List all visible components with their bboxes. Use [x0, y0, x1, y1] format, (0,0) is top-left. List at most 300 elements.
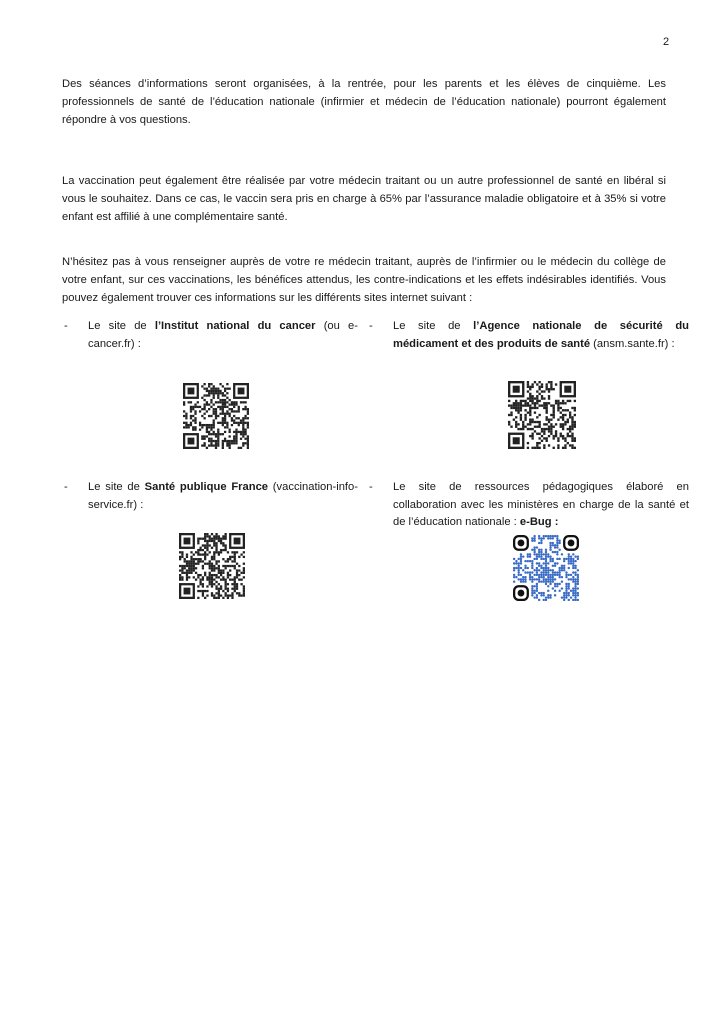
qr-module: [202, 579, 204, 581]
qr-module: [571, 407, 573, 409]
qr-module: [571, 423, 573, 425]
qr-module: [546, 437, 548, 439]
qr-module: [229, 431, 231, 433]
qr-module: [515, 421, 517, 423]
qr-module: [517, 402, 519, 404]
qr-module: [208, 433, 210, 435]
qr-module: [543, 594, 545, 596]
qr-module: [225, 567, 227, 569]
qr-module: [202, 576, 204, 578]
qr-module: [543, 397, 545, 399]
qr-module: [233, 442, 235, 444]
qr-module: [559, 549, 561, 551]
qr-module: [568, 562, 570, 564]
paragraph-info-sessions: Des séances d’informations seront organisées, à la rentrée, pour les parents et les élèves de cinquième. Les professionnels de santé de l’éducation nationale (infirmier et médecin de l’éducation nationale) pourront également répondre à vos questions.: [62, 78, 666, 126]
qr-module: [555, 430, 557, 432]
qr-module: [559, 590, 561, 592]
qr-module: [531, 383, 533, 385]
qr-code-ebug[interactable]: [513, 535, 579, 601]
qr-module: [536, 421, 538, 423]
qr-module: [204, 556, 206, 558]
qr-module: [565, 596, 567, 598]
qr-module: [545, 558, 547, 560]
qr-module: [204, 540, 206, 542]
qr-module: [527, 390, 529, 392]
qr-module: [181, 579, 183, 581]
qr-module: [186, 553, 188, 555]
qr-module: [183, 410, 185, 412]
qr-module: [209, 572, 211, 574]
qr-module: [538, 421, 540, 423]
qr-module: [548, 397, 550, 399]
qr-module: [240, 447, 242, 449]
qr-module: [553, 388, 555, 390]
qr-module: [206, 540, 208, 542]
qr-module: [520, 416, 522, 418]
qr-module: [199, 574, 201, 576]
qr-module: [203, 435, 205, 437]
qr-module: [517, 409, 519, 411]
qr-module: [531, 433, 533, 435]
qr-module: [550, 388, 552, 390]
qr-module: [513, 407, 515, 409]
site-prefix: Le site de: [393, 320, 474, 332]
qr-module: [213, 424, 215, 426]
qr-module: [243, 569, 245, 571]
qr-module: [560, 407, 562, 409]
qr-module: [547, 590, 549, 592]
qr-module: [515, 404, 517, 406]
qr-module: [543, 430, 545, 432]
qr-module: [529, 578, 531, 580]
qr-module: [229, 388, 231, 390]
qr-module: [210, 390, 212, 392]
qr-module: [546, 419, 548, 421]
qr-module: [545, 571, 547, 573]
qr-module: [203, 394, 205, 396]
qr-module: [210, 401, 212, 403]
qr-code-sante-publique-france[interactable]: [179, 533, 245, 599]
qr-module: [518, 574, 520, 576]
qr-module: [226, 410, 228, 412]
qr-module: [574, 571, 576, 573]
qr-module: [574, 574, 576, 576]
qr-module: [210, 444, 212, 446]
qr-module: [568, 583, 570, 585]
qr-module: [574, 594, 576, 596]
qr-module: [533, 596, 535, 598]
qr-module: [202, 553, 204, 555]
qr-finder-inner: [188, 388, 195, 395]
qr-module: [215, 417, 217, 419]
qr-module: [217, 401, 219, 403]
qr-module: [210, 440, 212, 442]
qr-module: [185, 424, 187, 426]
qr-module: [194, 410, 196, 412]
qr-module: [555, 383, 557, 385]
qr-module: [531, 590, 533, 592]
qr-module: [559, 574, 561, 576]
qr-module: [520, 404, 522, 406]
qr-module: [213, 403, 215, 405]
qr-module: [190, 424, 192, 426]
qr-module: [179, 551, 181, 553]
qr-module: [243, 572, 245, 574]
qr-module: [194, 426, 196, 428]
qr-module: [213, 431, 215, 433]
qr-module: [515, 576, 517, 578]
qr-module: [546, 404, 548, 406]
qr-module: [242, 426, 244, 428]
qr-module: [204, 558, 206, 560]
qr-module: [203, 403, 205, 405]
qr-module: [215, 433, 217, 435]
qr-module: [513, 574, 515, 576]
qr-module: [538, 404, 540, 406]
qr-module: [567, 400, 569, 402]
qr-module: [235, 410, 237, 412]
qr-module: [565, 574, 567, 576]
qr-module: [522, 569, 524, 571]
qr-module: [549, 583, 551, 585]
qr-module: [543, 569, 545, 571]
qr-module: [527, 560, 529, 562]
qr-module: [543, 407, 545, 409]
qr-module: [233, 438, 235, 440]
qr-module: [540, 567, 542, 569]
qr-module: [227, 588, 229, 590]
qr-module: [543, 578, 545, 580]
qr-module: [206, 429, 208, 431]
qr-module: [240, 583, 242, 585]
qr-module: [224, 422, 226, 424]
qr-module: [550, 426, 552, 428]
qr-module: [543, 447, 545, 449]
qr-module: [181, 567, 183, 569]
qr-module: [563, 599, 565, 601]
qr-module: [222, 399, 224, 401]
qr-module: [561, 565, 563, 567]
qr-module: [179, 565, 181, 567]
qr-code-inca[interactable]: [183, 383, 249, 449]
qr-module: [515, 407, 517, 409]
qr-module: [227, 590, 229, 592]
qr-module: [572, 576, 574, 578]
bullet-dash: -: [369, 320, 373, 332]
qr-module: [199, 558, 201, 560]
qr-module: [226, 406, 228, 408]
qr-module: [531, 537, 533, 539]
qr-module: [192, 426, 194, 428]
qr-module: [529, 423, 531, 425]
qr-module: [209, 581, 211, 583]
qr-module: [547, 581, 549, 583]
qr-module: [222, 544, 224, 546]
qr-module: [520, 581, 522, 583]
qr-module: [225, 583, 227, 585]
qr-module: [215, 413, 217, 415]
qr-module: [213, 394, 215, 396]
qr-module: [231, 565, 233, 567]
qr-module: [219, 433, 221, 435]
qr-module: [563, 567, 565, 569]
qr-module: [215, 547, 217, 549]
qr-module: [538, 562, 540, 564]
qr-module: [220, 579, 222, 581]
qr-module: [213, 556, 215, 558]
qr-module: [543, 571, 545, 573]
qr-module: [552, 560, 554, 562]
qr-module: [199, 549, 201, 551]
qr-module: [534, 411, 536, 413]
qr-module: [554, 583, 556, 585]
qr-module: [527, 402, 529, 404]
qr-module: [213, 542, 215, 544]
qr-module: [197, 574, 199, 576]
qr-module: [215, 535, 217, 537]
qr-module: [577, 583, 579, 585]
qr-module: [565, 558, 567, 560]
qr-module: [188, 563, 190, 565]
qr-module: [534, 407, 536, 409]
qr-module: [181, 576, 183, 578]
qr-module: [236, 583, 238, 585]
qr-module: [236, 551, 238, 553]
qr-module: [215, 533, 217, 535]
qr-module: [195, 551, 197, 553]
qr-module: [211, 558, 213, 560]
qr-module: [222, 447, 224, 449]
qr-module: [536, 390, 538, 392]
qr-module: [195, 558, 197, 560]
qr-module: [218, 572, 220, 574]
qr-module: [215, 574, 217, 576]
qr-module: [236, 563, 238, 565]
qr-module: [206, 585, 208, 587]
qr-module: [213, 565, 215, 567]
qr-module: [185, 422, 187, 424]
qr-module: [562, 402, 564, 404]
qr-module: [179, 569, 181, 571]
qr-module: [546, 407, 548, 409]
qr-module: [240, 438, 242, 440]
qr-module: [218, 576, 220, 578]
qr-module: [540, 555, 542, 557]
qr-module: [229, 435, 231, 437]
qr-module: [563, 592, 565, 594]
qr-module: [231, 442, 233, 444]
qr-module: [550, 383, 552, 385]
qr-module: [531, 540, 533, 542]
qr-finder-inner: [188, 438, 195, 445]
qr-module: [208, 394, 210, 396]
qr-module: [197, 576, 199, 578]
qr-module: [513, 576, 515, 578]
site-item-text: [88, 479, 358, 514]
qr-module: [550, 419, 552, 421]
qr-code-ansm[interactable]: [508, 381, 576, 449]
qr-module: [567, 433, 569, 435]
qr-module: [197, 538, 199, 540]
qr-module: [202, 538, 204, 540]
qr-module: [524, 416, 526, 418]
qr-module: [244, 422, 246, 424]
qr-module: [219, 399, 221, 401]
qr-module: [215, 401, 217, 403]
qr-module: [564, 414, 566, 416]
qr-module: [527, 428, 529, 430]
qr-module: [185, 415, 187, 417]
qr-module: [231, 403, 233, 405]
qr-module: [206, 594, 208, 596]
qr-module: [222, 579, 224, 581]
qr-module: [550, 433, 552, 435]
qr-finder-inner: [568, 540, 575, 547]
qr-module: [231, 597, 233, 599]
qr-module: [515, 409, 517, 411]
qr-module: [577, 569, 579, 571]
qr-module: [540, 553, 542, 555]
qr-module: [533, 540, 535, 542]
qr-module: [229, 403, 231, 405]
qr-module: [541, 435, 543, 437]
qr-module: [531, 549, 533, 551]
qr-module: [186, 565, 188, 567]
qr-module: [203, 438, 205, 440]
qr-module: [193, 560, 195, 562]
qr-module: [242, 444, 244, 446]
qr-module: [550, 404, 552, 406]
qr-module: [197, 585, 199, 587]
qr-module: [229, 594, 231, 596]
qr-module: [574, 590, 576, 592]
qr-module: [562, 428, 564, 430]
qr-module: [549, 558, 551, 560]
qr-module: [561, 553, 563, 555]
qr-module: [508, 404, 510, 406]
qr-module: [534, 402, 536, 404]
qr-module: [215, 592, 217, 594]
qr-module: [540, 594, 542, 596]
qr-module: [538, 574, 540, 576]
qr-module: [247, 438, 249, 440]
qr-module: [217, 440, 219, 442]
qr-module: [217, 429, 219, 431]
qr-module: [569, 426, 571, 428]
qr-module: [524, 581, 526, 583]
qr-module: [570, 562, 572, 564]
qr-module: [225, 594, 227, 596]
qr-module: [543, 437, 545, 439]
qr-module: [211, 533, 213, 535]
qr-module: [567, 419, 569, 421]
qr-module: [213, 392, 215, 394]
qr-module: [547, 537, 549, 539]
qr-module: [563, 569, 565, 571]
qr-module: [540, 592, 542, 594]
qr-module: [549, 555, 551, 557]
qr-module: [222, 422, 224, 424]
qr-module: [533, 546, 535, 548]
qr-module: [218, 560, 220, 562]
qr-module: [522, 400, 524, 402]
qr-module: [235, 433, 237, 435]
qr-module: [559, 576, 561, 578]
qr-module: [540, 537, 542, 539]
qr-module: [552, 565, 554, 567]
qr-module: [540, 565, 542, 567]
qr-module: [215, 560, 217, 562]
qr-module: [209, 544, 211, 546]
qr-module: [565, 585, 567, 587]
qr-module: [543, 402, 545, 404]
qr-module: [557, 409, 559, 411]
qr-module: [545, 569, 547, 571]
qr-module: [529, 400, 531, 402]
qr-module: [225, 592, 227, 594]
qr-module: [213, 444, 215, 446]
qr-module: [543, 562, 545, 564]
qr-module: [201, 426, 203, 428]
qr-finder-inner: [238, 388, 245, 395]
qr-module: [574, 423, 576, 425]
qr-module: [227, 574, 229, 576]
qr-module: [531, 428, 533, 430]
qr-module: [225, 547, 227, 549]
qr-module: [536, 567, 538, 569]
qr-module: [508, 414, 510, 416]
qr-module: [199, 560, 201, 562]
qr-module: [562, 419, 564, 421]
qr-module: [543, 576, 545, 578]
qr-module: [244, 431, 246, 433]
qr-module: [201, 385, 203, 387]
qr-module: [244, 406, 246, 408]
qr-module: [220, 588, 222, 590]
qr-module: [219, 422, 221, 424]
qr-module: [204, 597, 206, 599]
qr-module: [548, 426, 550, 428]
qr-module: [536, 433, 538, 435]
qr-module: [560, 433, 562, 435]
qr-module: [552, 569, 554, 571]
qr-module: [561, 596, 563, 598]
qr-module: [520, 574, 522, 576]
qr-module: [219, 390, 221, 392]
qr-module: [222, 413, 224, 415]
qr-module: [231, 401, 233, 403]
qr-module: [219, 401, 221, 403]
qr-module: [229, 558, 231, 560]
qr-module: [211, 563, 213, 565]
qr-module: [186, 569, 188, 571]
qr-module: [564, 423, 566, 425]
qr-module: [540, 558, 542, 560]
qr-module: [543, 535, 545, 537]
qr-finder-inner: [513, 386, 520, 393]
qr-module: [557, 444, 559, 446]
qr-module: [204, 551, 206, 553]
qr-module: [202, 585, 204, 587]
qr-module: [529, 393, 531, 395]
qr-module: [557, 447, 559, 449]
qr-module: [240, 419, 242, 421]
qr-module: [571, 419, 573, 421]
qr-module: [515, 402, 517, 404]
qr-module: [206, 590, 208, 592]
qr-module: [204, 547, 206, 549]
qr-module: [222, 565, 224, 567]
